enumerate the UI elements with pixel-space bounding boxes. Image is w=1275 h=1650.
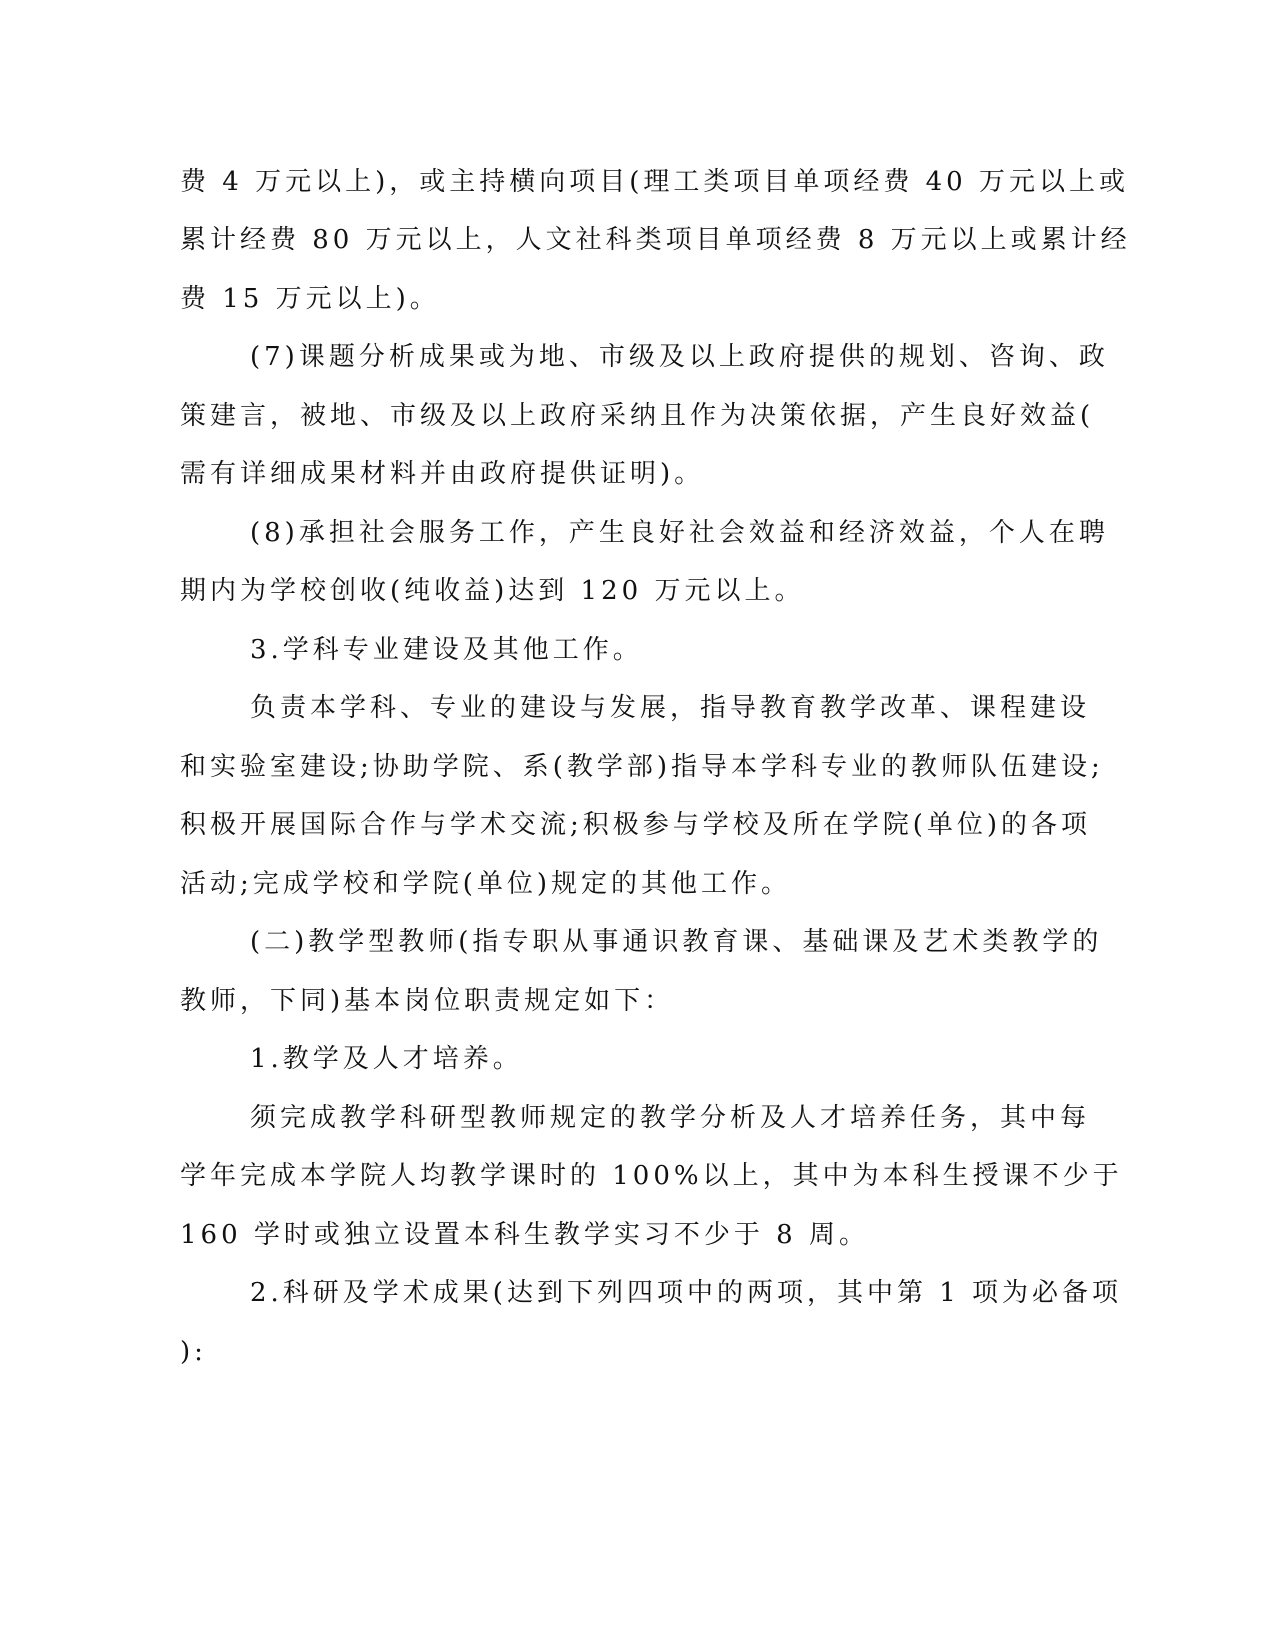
text-line: 活动;完成学校和学院(单位)规定的其他工作。: [180, 869, 792, 899]
section-heading: 3.学科专业建设及其他工作。: [250, 635, 643, 665]
text-line: 期内为学校创收(纯收益)达到 120 万元以上。: [180, 576, 805, 606]
text-line: 积极开展国际合作与学术交流;积极参与学校及所在学院(单位)的各项: [180, 810, 1092, 840]
text-line: ):: [180, 1337, 207, 1367]
text-line: 负责本学科、专业的建设与发展，指导教育教学改革、课程建设: [250, 693, 1091, 723]
text-line: 费 15 万元以上)。: [180, 284, 440, 314]
text-line: 须完成教学科研型教师规定的教学分析及人才培养任务，其中每: [250, 1103, 1091, 1133]
text-line: (二)教学型教师(指专职从事通识教育课、基础课及艺术类教学的: [250, 927, 1103, 957]
text-line: 费 4 万元以上)，或主持横向项目(理工类项目单项经费 40 万元以上或: [180, 167, 1129, 197]
text-line: (7)课题分析成果或为地、市级及以上政府提供的规划、咨询、政: [250, 342, 1109, 372]
section-heading: 2.科研及学术成果(达到下列四项中的两项，其中第 1 项为必备项: [250, 1278, 1123, 1308]
text-line: (8)承担社会服务工作，产生良好社会效益和经济效益，个人在聘: [250, 518, 1109, 548]
text-line: 学年完成本学院人均教学课时的 100%以上，其中为本科生授课不少于: [180, 1161, 1123, 1191]
text-line: 策建言，被地、市级及以上政府采纳且作为决策依据，产生良好效益(: [180, 401, 1095, 431]
section-heading: 1.教学及人才培养。: [250, 1044, 523, 1074]
text-line: 160 学时或独立设置本科生教学实习不少于 8 周。: [180, 1220, 869, 1250]
text-line: 累计经费 80 万元以上，人文社科类项目单项经费 8 万元以上或累计经: [180, 225, 1131, 255]
text-line: 和实验室建设;协助学院、系(教学部)指导本学科专业的教师队伍建设;: [180, 752, 1104, 782]
text-line: 教师，下同)基本岗位职责规定如下：: [180, 986, 675, 1016]
text-line: 需有详细成果材料并由政府提供证明)。: [180, 459, 705, 489]
